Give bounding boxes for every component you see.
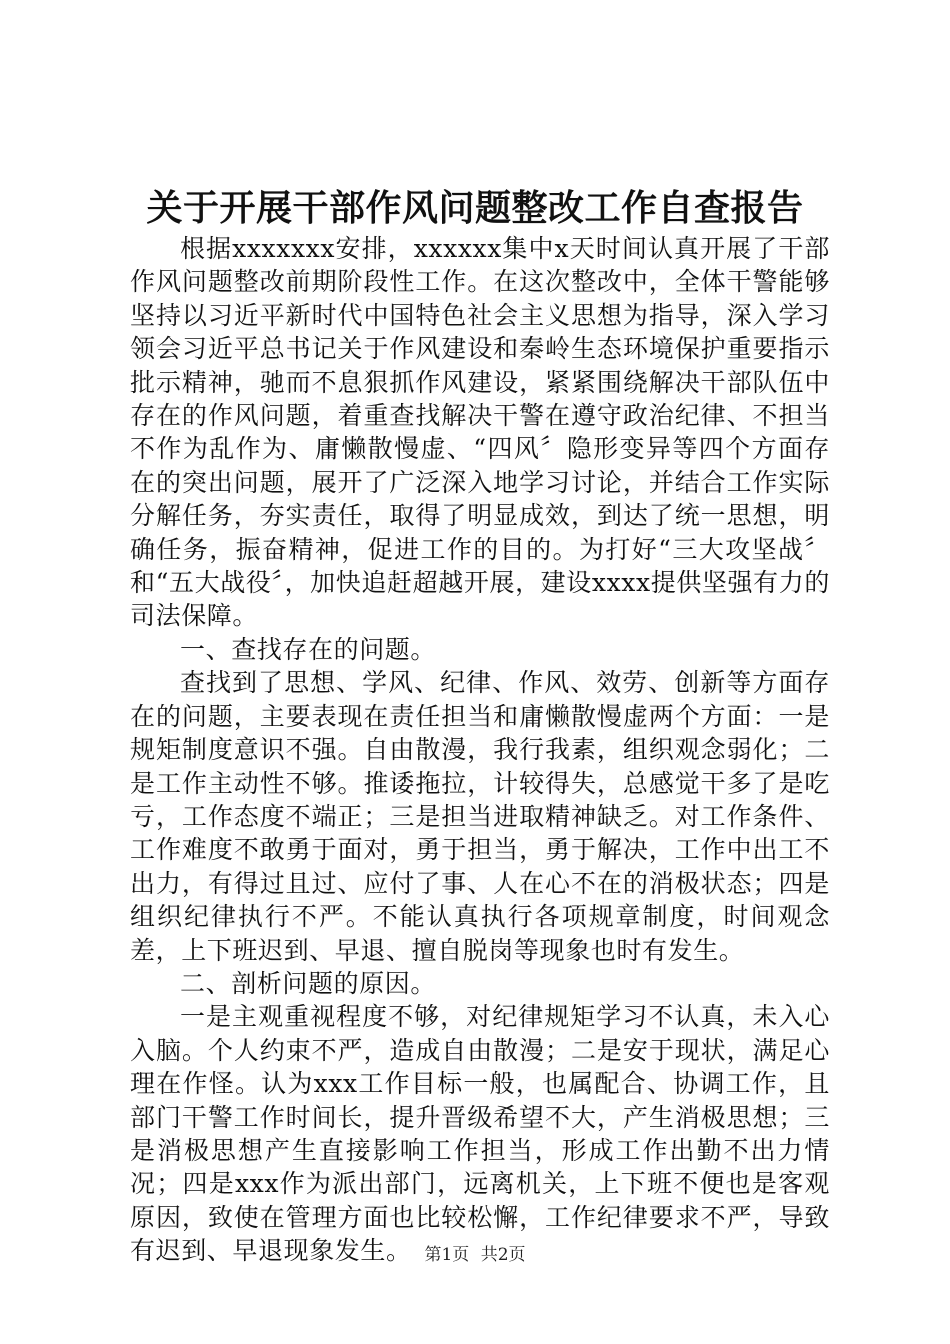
paragraph-intro: 根据xxxxxxx安排，xxxxxx集中x天时间认真开展了干部作风问题整改前期阶段性工作。在这次整改中，全体干警能够坚持以习近平新时代中国特色社会主义思想为指导，深入学习领会习近平总书记关于作风建设和秦岭生态环境保护重要指示批示精神，驰而不息狠抓作风建设，紧紧围绕解决干部队伍中存在的作风问题，着重查找解决干警在遵守政治纪律、不担当不作为乱作为、庸懒散慢虚、“四风〞隐形变异等四个方面存在的突出问题，展开了广泛深入地学习讨论，并结合工作实际分解任务，夯实责任，取得了明显成效，到达了统一思想，明确任务，振奋精神，促进工作的目的。为打好“三大攻坚战〞和“五大战役〞，加快追赶超越开展，建设xxxx提供坚强有力的司法保障。: [130, 234, 830, 631]
section-heading-1: 一、查找存在的问题。: [180, 634, 437, 664]
page-number: 第1页: [424, 1245, 470, 1265]
document-body: [130, 232, 830, 1268]
section-heading-2: 二、剖析问题的原因。: [180, 968, 437, 998]
document-title: 关于开展干部作风问题整改工作自查报告: [146, 187, 804, 229]
paragraph-section-1: 查找到了思想、学风、纪律、作风、效劳、创新等方面存在的问题，主要表现在责任担当和庸懒散慢虚两个方面：一是规矩制度意识不强。自由散漫，我行我素，组织观念弱化；二是工作主动性不够。推诿拖拉，计较得失，总感觉干多了是吃亏，工作态度不端正；三是担当进取精神缺乏。对工作条件、工作难度不敢勇于面对，勇于担当，勇于解决，工作中出工不出力，有得过且过、应付了事、人在心不在的消极状态；四是组织纪律执行不严。不能认真执行各项规章制度，时间观念差，上下班迟到、早退、擅自脱岗等现象也时有发生。: [130, 668, 830, 965]
paragraph-section-2: 一是主观重视程度不够，对纪律规矩学习不认真，未入心入脑。个人约束不严，造成自由散漫；二是安于现状，满足心理在作怪。认为xxx工作目标一般，也属配合、协调工作，且部门干警工作时间长，提升晋级希望不大，产生消极思想；三是消极思想产生直接影响工作担当，形成工作出勤不出力情况；四是xxx作为派出部门，远离机关，上下班不便也是客观原因，致使在管理方面也比较松懈，工作纪律要求不严，导致有迟到、早退现象发生。: [130, 1002, 830, 1266]
page-total: 共2页: [480, 1245, 526, 1265]
page-footer: [0, 1243, 950, 1267]
